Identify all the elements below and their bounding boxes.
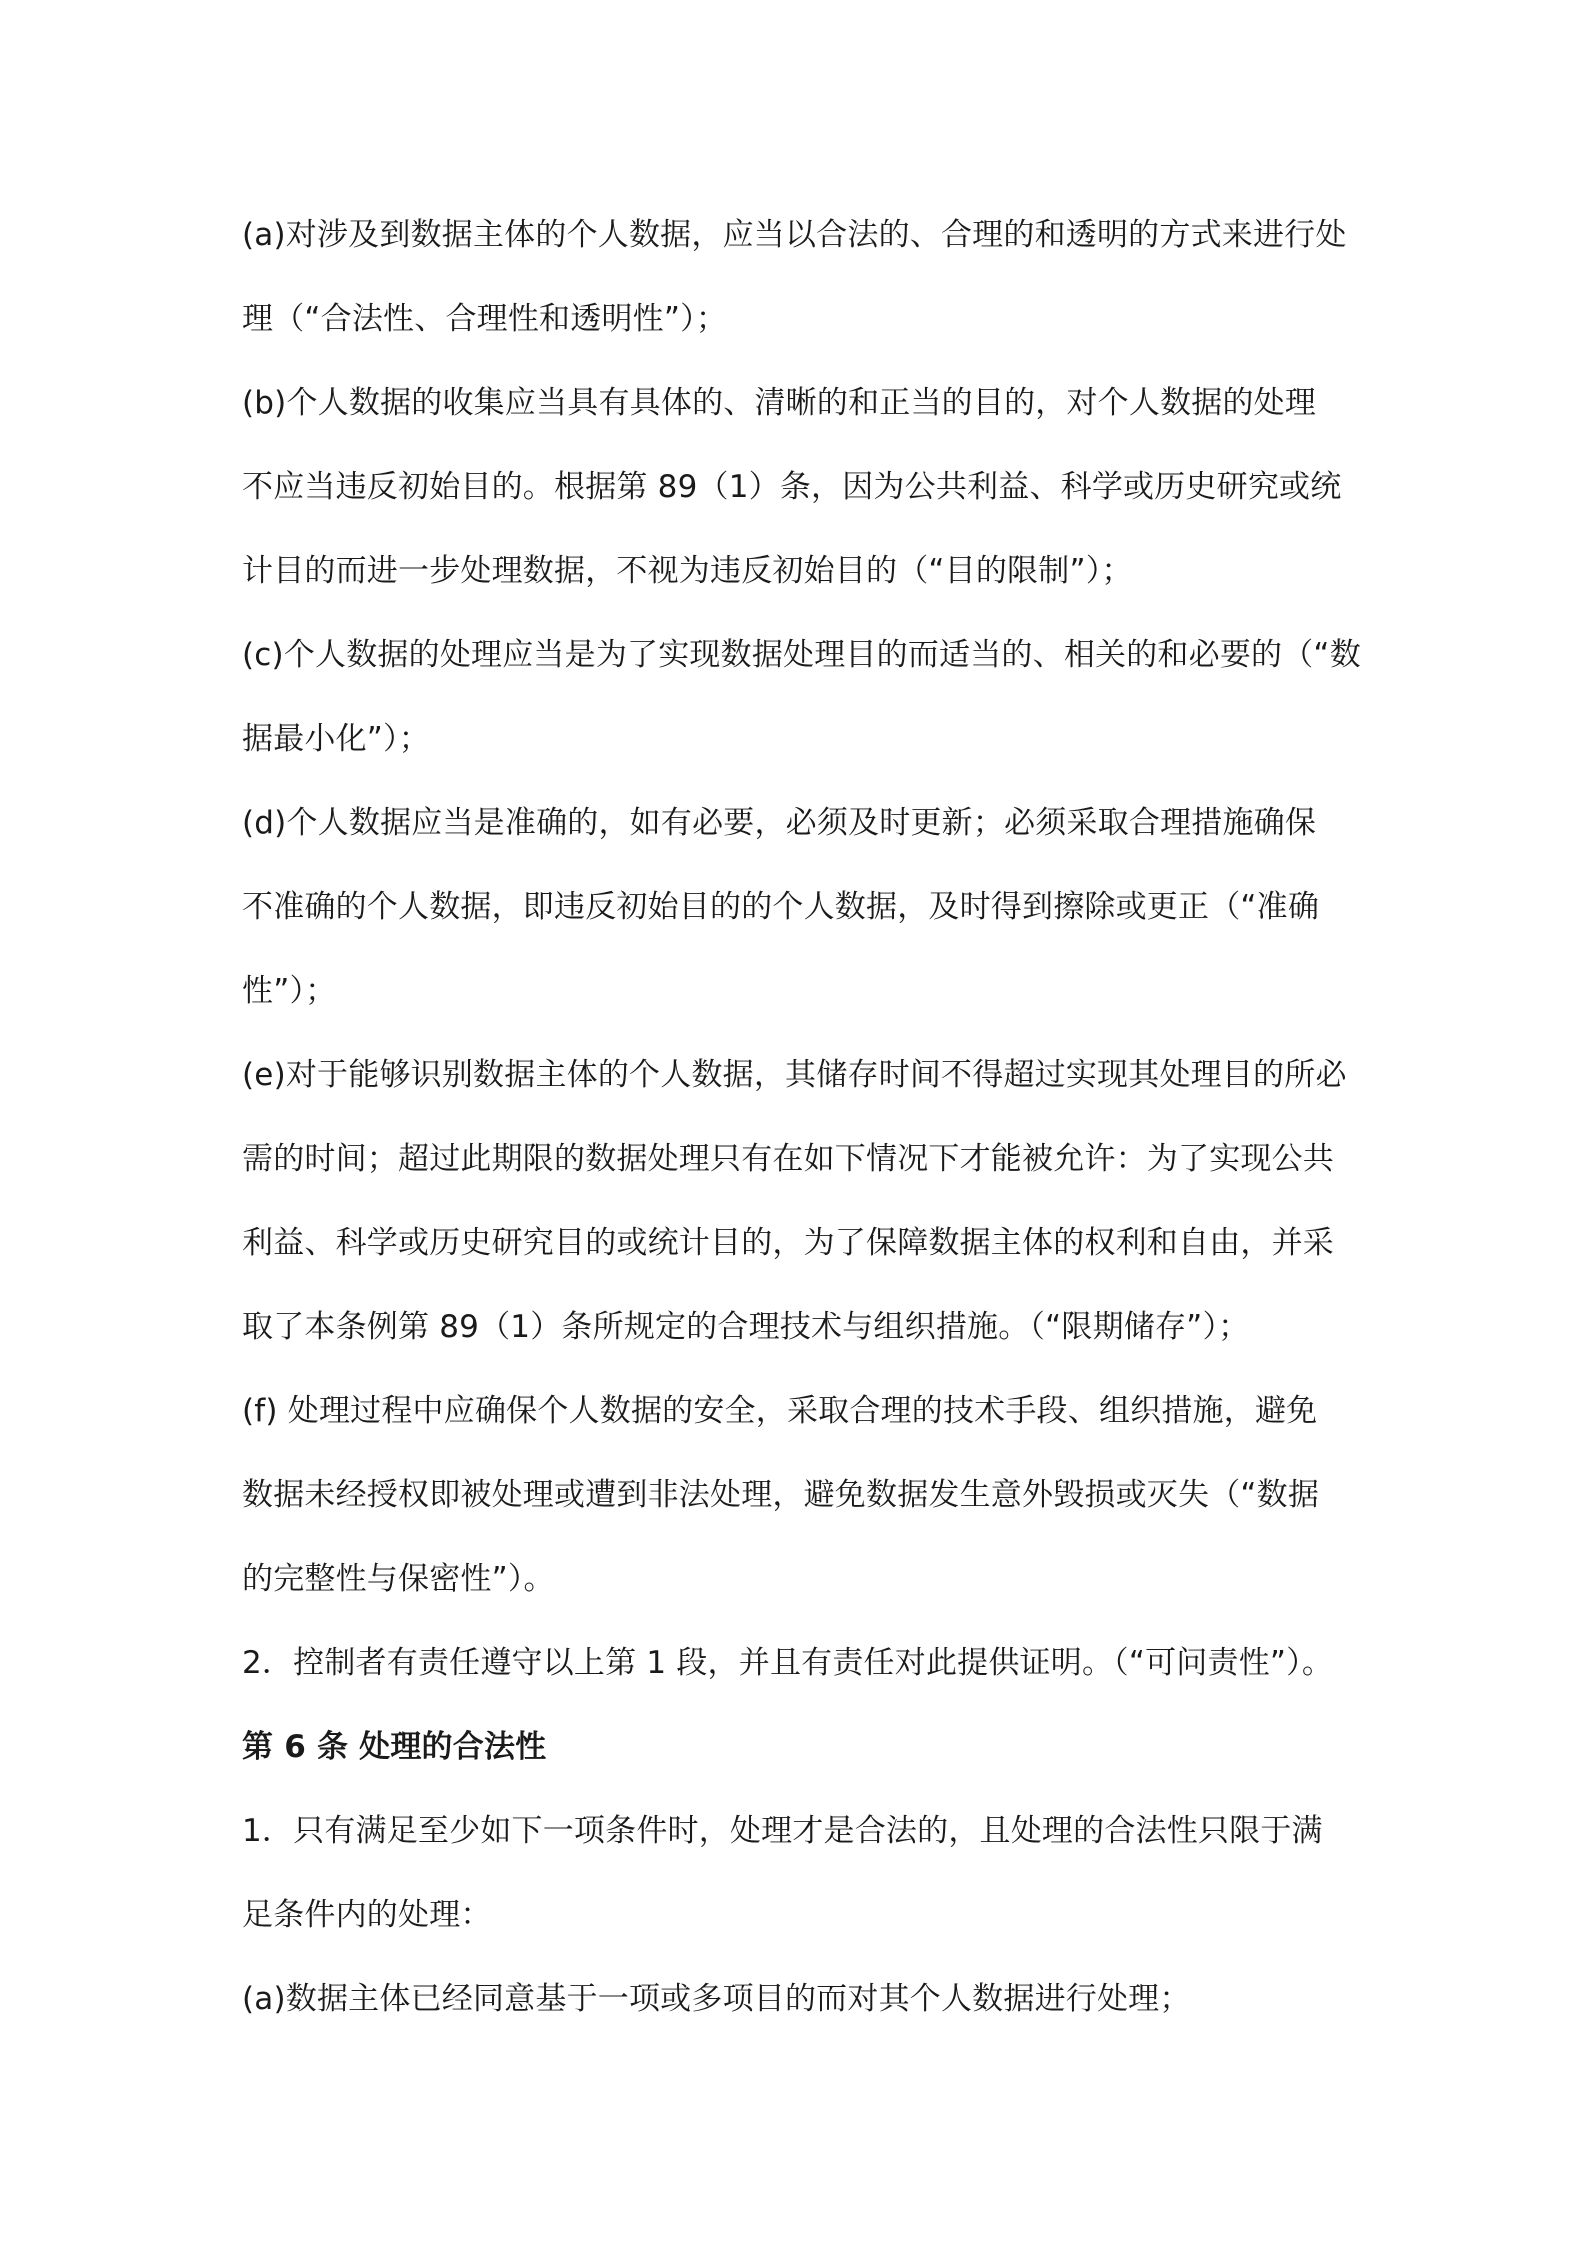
paragraph xyxy=(242,1621,1372,1705)
document-body xyxy=(242,193,1372,2041)
text-line: 据最小化”）； xyxy=(242,721,430,757)
text-line: 不应当违反初始目的。根据第 89（1）条，因为公共利益、科学或历史研究或统 xyxy=(242,469,1342,505)
text-line: (f) 处理过程中应确保个人数据的安全，采取合理的技术手段、组织措施，避免 xyxy=(242,1393,1318,1429)
paragraph xyxy=(242,193,1372,361)
text-line: 理（“合法性、合理性和透明性”）； xyxy=(242,301,728,337)
text-line: 性”）； xyxy=(242,973,337,1009)
text-line: 利益、科学或历史研究目的或统计目的，为了保障数据主体的权利和自由，并采 xyxy=(242,1225,1334,1261)
text-line: 不准确的个人数据，即违反初始目的的个人数据，及时得到擦除或更正（“准确 xyxy=(242,889,1320,925)
paragraph xyxy=(242,1957,1372,2041)
text-line: 的完整性与保密性”）。 xyxy=(242,1561,555,1597)
text-line: 第 6 条 处理的合法性 xyxy=(242,1729,547,1765)
text-line: 计目的而进一步处理数据，不视为违反初始目的（“目的限制”）； xyxy=(242,553,1133,589)
text-line: 足条件内的处理： xyxy=(242,1897,492,1933)
paragraph xyxy=(242,781,1372,1033)
text-line: 需的时间；超过此期限的数据处理只有在如下情况下才能被允许：为了实现公共 xyxy=(242,1141,1334,1177)
paragraph xyxy=(242,1369,1372,1621)
text-line: (e)对于能够识别数据主体的个人数据，其储存时间不得超过实现其处理目的所必 xyxy=(242,1057,1347,1093)
text-line: 取了本条例第 89（1）条所规定的合理技术与组织措施。（“限期储存”）； xyxy=(242,1309,1250,1345)
text-line: 1．只有满足至少如下一项条件时，处理才是合法的，且处理的合法性只限于满 xyxy=(242,1813,1323,1849)
paragraph xyxy=(242,1789,1372,1957)
text-line: (d)个人数据应当是准确的，如有必要，必须及时更新；必须采取合理措施确保 xyxy=(242,805,1317,841)
text-line: 数据未经授权即被处理或遭到非法处理，避免数据发生意外毁损或灭失（“数据 xyxy=(242,1477,1320,1513)
paragraph xyxy=(242,613,1372,781)
text-line: (c)个人数据的处理应当是为了实现数据处理目的而适当的、相关的和必要的（“数 xyxy=(242,637,1361,673)
section-heading xyxy=(242,1705,1372,1789)
paragraph xyxy=(242,361,1372,613)
text-line: 2．控制者有责任遵守以上第 1 段，并且有责任对此提供证明。（“可问责性”）。 xyxy=(242,1645,1334,1681)
text-line: (b)个人数据的收集应当具有具体的、清晰的和正当的目的，对个人数据的处理 xyxy=(242,385,1317,421)
text-line: (a)数据主体已经同意基于一项或多项目的而对其个人数据进行处理； xyxy=(242,1981,1191,2017)
text-line: (a)对涉及到数据主体的个人数据，应当以合法的、合理的和透明的方式来进行处 xyxy=(242,217,1347,253)
paragraph xyxy=(242,1033,1372,1369)
